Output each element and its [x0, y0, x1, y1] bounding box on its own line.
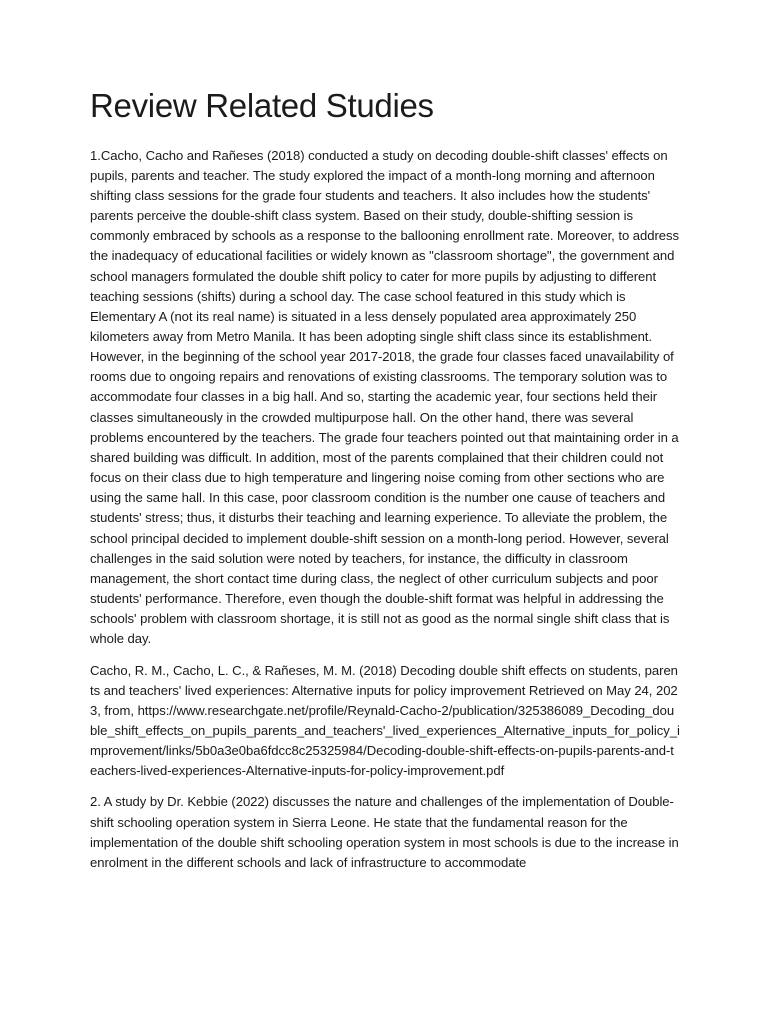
study-paragraph-1: 1.Cacho, Cacho and Rañeses (2018) conducted a study on decoding double-shift classes' effects on pupils, parents and teacher. The study explored the impact of a month-long morning and afternoon shifting class sessions for the grade four students and teachers. It also includes how the students' parents perceive the double-shift class system. Based on their study, double-shifting session is commonly embraced by schools as a response to the ballooning enrollment rate. Moreover, to address the inadequacy of educational facilities or widely known as "classroom shortage", the government and school managers formulated the double shift policy to cater for more pupils by adjusting to different teaching sessions (shifts) during a school day. The case school featured in this study which is Elementary A (not its real name) is situated in a less densely populated area approximately 250 kilometers away from Metro Manila. It has been adopting single shift class since its establishment. However, in the beginning of the school year 2017-2018, the grade four classes faced unavailability of rooms due to ongoing repairs and renovations of existing classrooms. The temporary solution was to accommodate four classes in a big hall. And so, starting the academic year, four sections held their classes simultaneously in the crowded multipurpose hall. On the other hand, there was several problems encountered by the teachers. The grade four teachers pointed out that maintaining order in a shared building was difficult. In addition, most of the parents complained that their children could not focus on their class due to high temperature and lingering noise coming from other sections who are using the same hall. In this case, poor classroom condition is the number one cause of teachers and students' stress; thus, it disturbs their teaching and learning experience. To alleviate the problem, the school principal decided to implement double-shift session on a month-long period. However, several challenges in the said solution were noted by teachers, for instance, the difficulty in classroom management, the short contact time during class, the neglect of other curriculum subjects and poor students' performance. Therefore, even though the double-shift format was helpful in addressing the schools' problem with classroom shortage, it is still not as good as the normal single shift class that is whole day.	[90, 147, 679, 647]
document-title: Review Related Studies	[90, 87, 434, 124]
document-page	[90, 86, 680, 884]
reference-citation: Cacho, R. M., Cacho, L. C., & Rañeses, M. M. (2018) Decoding double shift effects on students, parents and teachers' lived experiences: Alternative inputs for policy improvement Retrieved on May 24, 2023, from, https://www.researchgate.net/profile/Reynald-Cacho-2/publication/325386089_Decoding_double_shift_effects_on_pupils_parents_and_teachers'_lived_experiences_Alternative_inputs_for_policy_improvement/links/5b0a3e0ba6fdcc8c25325984/Decoding-double-shift-effects-on-pupils-parents-and-teachers-lived-experiences-Alternative-inputs-for-policy-improvement.pdf	[90, 662, 680, 779]
study-paragraph-2: 2. A study by Dr. Kebbie (2022) discusses the nature and challenges of the implementation of Double-shift schooling operation system in Sierra Leone. He state that the fundamental reason for the implementation of the double shift schooling operation system in most schools is due to the increase in enrolment in the different schools and lack of infrastructure to accommodate	[90, 794, 679, 870]
